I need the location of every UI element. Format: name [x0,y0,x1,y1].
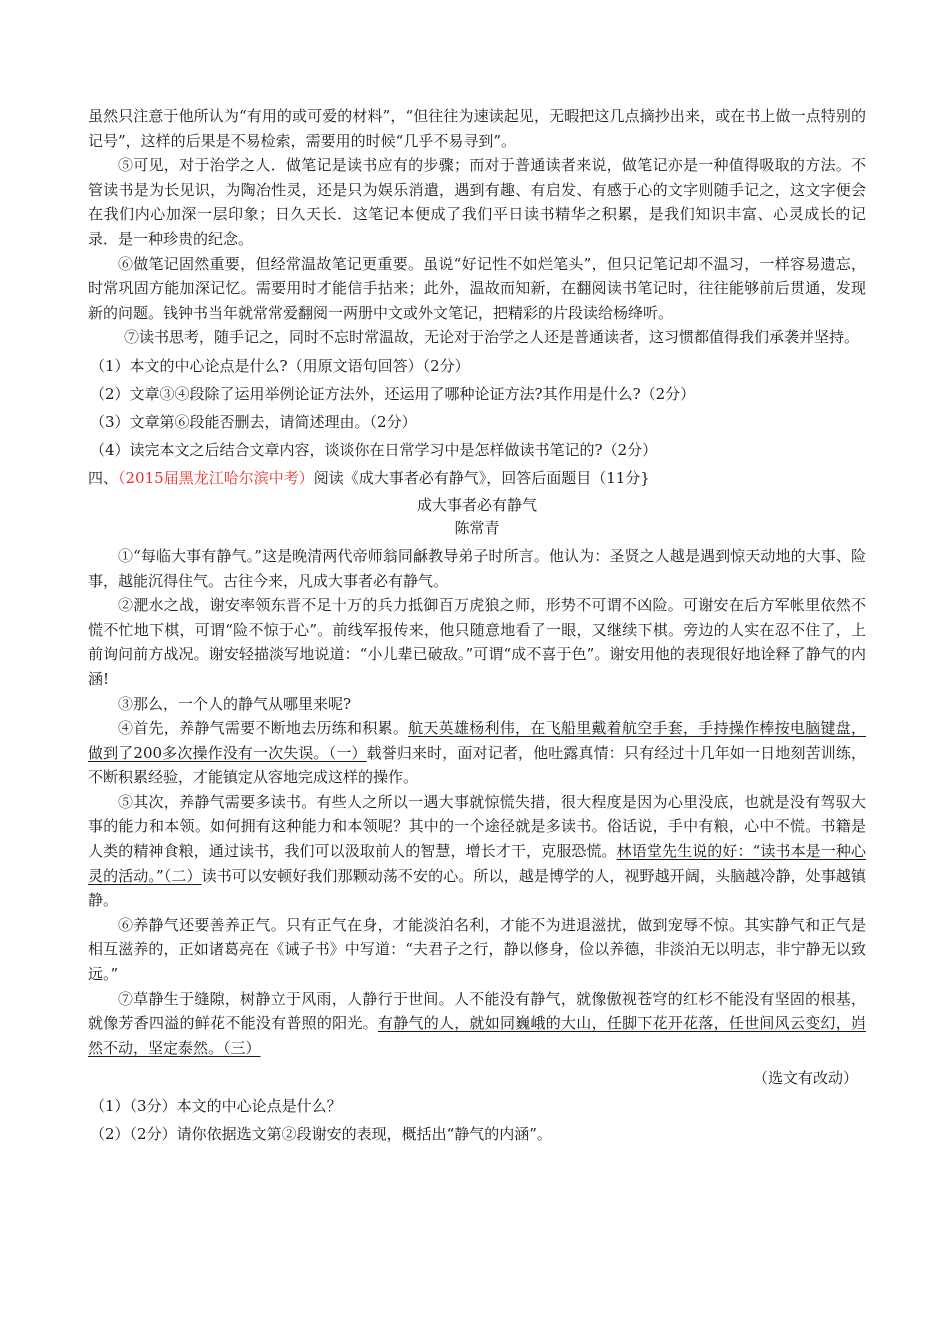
source-note: （选文有改动） [752,1069,858,1088]
underlined-sentence-3: 有静气的人，就如同巍峨的大山，任脚下花开花落，任世间风云变幻，岿然不动，坚定泰然。（三） [88,1014,866,1057]
article-paragraph-5 [88,790,866,913]
article-paragraph-7 [88,987,866,1061]
question-1: （1）本文的中心论点是什么?（用原文语句回答）（2分） [90,356,470,375]
question-2: （2）文章③④段除了运用举例论证方法外，还运用了哪种论证方法?其作用是什么?（2分） [90,384,696,403]
article-title: 成大事者必有静气 [416,495,537,514]
article-paragraph-4-text: ④首先，养静气需要不断地去历练和积累。 [118,719,409,738]
question-list-4 [88,1092,866,1148]
document-page [88,104,866,1148]
article-paragraph-6: ⑥养静气还要善养正气。只有正气在身，才能淡泊名利，才能不为进退滋扰，做到宠辱不惊。其实静气和正气是相互滋养的，正如诸葛亮在《诫子书》中写道：“夫君子之行，静以修身，俭以养德，非淡泊无以明志，非宁静无以致远。” [88,915,866,984]
article-paragraph-4-rest: 载誉归来时，面对记者，他吐露真情：只有经过十几年如一日地刻苦训练，不断积累经验，才能镇定从容地完成这样的操作。 [88,743,866,787]
article-author: 陈常青 [454,518,500,537]
underlined-sentence-1: 航天英雄杨利伟，在飞船里戴着航空手套，手持操作棒按电脑键盘，做到了200多次操作没有一次失误。（一） [88,719,866,762]
article-paragraph-4 [88,716,866,790]
article-paragraph-2: ②淝水之战，谢安率领东晋不足十万的兵力抵御百万虎狼之师，形势不可谓不凶险。可谢安在后方军帐里依然不慌不忙地下棋，可谓“险不惊于心”。前线军报传来，他只随意地看了一眼，又继续下棋。旁边的人实在忍不住了，上前询问前方战况。谢安轻描淡写地说道：“小儿辈已破敌。”可谓“成不喜于色”。谢安用他的表现很好地诠释了静气的内涵! [88,596,866,688]
article-paragraph-7-text: ⑦草静生于缝隙，树静立于风雨，人静行于世间。人不能没有静气，就像傲视苍穹的红杉不能没有坚固的根基，就像芳香四溢的鲜花不能没有普照的阳光。 [88,989,866,1033]
paragraph-7: ⑦读书思考，随手记之，同时不忘时常温故，无论对于治学之人还是普通读者，这习惯都值得我们承袭并坚持。 [124,328,860,347]
underlined-sentence-2: 林语堂先生说的好：“读书本是一种心灵的活动。”（二） [88,842,866,885]
section-heading [88,464,866,492]
article-paragraph-3: ③那么，一个人的静气从哪里来呢? [118,694,352,713]
question-4-2: （2）（2分）请你依据选文第②段谢安的表现，概括出“静气的内涵”。 [90,1125,552,1144]
article-paragraph-5-rest: 读书可以安顿好我们那颗动荡不安的心。所以，越是博学的人，视野越开阔，头脑越冷静，处事越镇静。 [88,866,866,910]
question-list-3 [88,352,866,464]
paragraph-continued: 虽然只注意于他所认为“有用的或可爱的材料”，“但往往为速读起见，无暇把这几点摘抄出来，或在书上做一点特别的记号”，这样的后果是不易检索，需要用的时候“几乎不易寻到”。 [88,107,866,150]
question-4: （4）读完本文之后结合文章内容，谈谈你在日常学习中是怎样做读书笔记的?（2分） [90,440,658,459]
paragraph-5: ⑤可见，对于治学之人．做笔记是读书应有的步骤；而对于普通读者来说，做笔记亦是一种值得吸取的方法。不管读书是为长见识，为陶冶性灵，还是只为娱乐消遣，遇到有趣、有启发、有感于心的文字则随手记之，这文字便会在我们内心加深一层印象；日久天长．这笔记本便成了我们平日读书精华之积累，是我们知识丰富、心灵成长的记录．是一种珍贵的纪念。 [88,156,866,248]
section-instruction: 阅读《成大事者必有静气》，回答后面题目（11分} [313,468,650,487]
paragraph-6: ⑥做笔记固然重要，但经常温故笔记更重要。虽说“好记性不如烂笔头”，但只记笔记却不温习，一样容易遗忘，时常巩固方能加深记忆。需要用时才能信手拈来；此外，温故而知新，在翻阅读书笔记时，往往能够前后贯通，发现新的问题。钱钟书当年就常常爱翻阅一两册中文或外文笔记，把精彩的片段读给杨绛听。 [88,254,866,322]
section-number: 四、 [88,468,119,487]
section-source: （2015届黑龙江哈尔滨中考） [118,468,314,487]
article-paragraph-1: ①“每临大事有静气。”这是晚清两代帝师翁同龢教导弟子时所言。他认为：圣贤之人越是遇到惊天动地的大事、险事，越能沉得住气。古往今来，凡成大事者必有静气。 [88,546,866,590]
article-paragraph-5-text: ⑤其次，养静气需要多读书。有些人之所以一遇大事就惊慌失措，很大程度是因为心里没底，也就是没有驾驭大事的能力和本领。如何拥有这种能力和本领呢？其中的一个途径就是多读书。俗话说，手中有粮，心中不慌。书籍是人类的精神食粮，通过读书，我们可以汲取前人的智慧，增长才干，克服恐慌。 [88,792,866,861]
question-4-1: （1）（3分）本文的中心论点是什么？ [90,1097,342,1116]
question-3: （3）文章第⑥段能否删去，请简述理由。（2分） [90,412,417,431]
